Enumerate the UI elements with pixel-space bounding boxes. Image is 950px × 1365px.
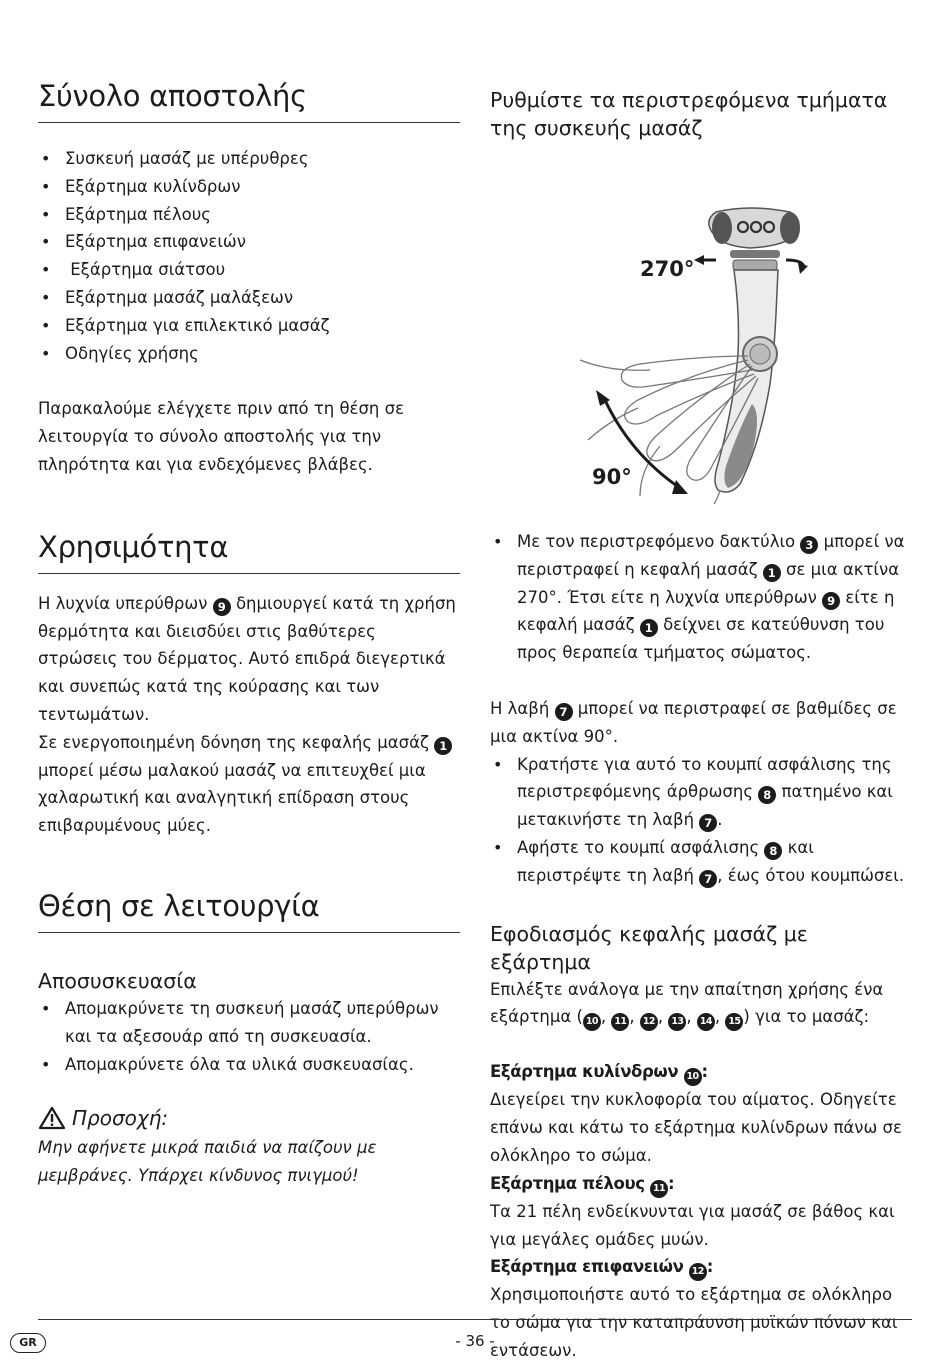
list-item: • Εξάρτημα σιάτσου <box>38 256 460 284</box>
part-number-badge: 13 <box>668 1013 686 1031</box>
handle-paragraph: Η λαβή 7 μπορεί να περιστραφεί σε βαθμίδες σε μια ακτίνα 90°. <box>490 698 897 746</box>
language-badge: GR <box>10 1333 46 1353</box>
surface-text: Χρησιμοποιήστε αυτό το εξάρτημα σε ολόκληρο το σώμα για την καταπράυνση μυϊκών πόνων και εντάσεων. <box>490 1285 898 1360</box>
part-number-badge: 7 <box>699 870 717 888</box>
roller-heading: Εξάρτημα κυλίνδρων 10 : <box>490 1058 915 1086</box>
part-number-badge: 3 <box>800 536 818 554</box>
part-number-badge: 15 <box>725 1013 743 1031</box>
device-illustration <box>490 164 915 504</box>
contents-heading: Σύνολο αποστολής <box>38 78 460 123</box>
part-number-badge: 14 <box>697 1013 715 1031</box>
unpack-heading: Αποσυσκευασία <box>38 968 197 993</box>
angle-270-label: 270° <box>640 257 695 281</box>
part-number-badge: 9 <box>213 598 231 616</box>
footer-divider <box>38 1319 912 1320</box>
surface-heading: Εξάρτημα επιφανειών 12 : <box>490 1253 915 1281</box>
contents-list <box>38 145 460 367</box>
list-item: • Εξάρτημα επιφανειών <box>38 228 460 256</box>
list-item: • Κρατήστε για αυτό το κουμπί ασφάλισης της περιστρεφόμενης άρθρωσης 8 πατημένο και μετακινήστε τη λαβή 7 . <box>490 751 915 834</box>
warning-heading: Προσοχή: <box>38 1104 460 1132</box>
list-item: • Εξάρτημα μασάζ μαλάξεων <box>38 284 460 312</box>
page-number: - 36 - <box>455 1332 495 1350</box>
handle-list <box>490 751 915 890</box>
part-number-badge: 1 <box>640 619 658 637</box>
list-item: • Εξάρτημα πέλους <box>38 201 460 229</box>
rotate-list <box>490 528 915 667</box>
equip-heading: Εφοδιασμός κεφαλής μασάζ με εξάρτημα <box>490 921 808 974</box>
right-column <box>490 86 915 1365</box>
startup-heading: Θέση σε λειτουργία <box>38 888 460 933</box>
fur-heading: Εξάρτημα πέλους 11 : <box>490 1170 915 1198</box>
fur-text: Τα 21 πέλη ενδείκνυνται για μασάζ σε βάθος και για μεγάλες ομάδες μυών. <box>490 1201 895 1249</box>
roller-text: Διεγείρει την κυκλοφορία του αίματος. Οδηγείτε επάνω και κάτω το εξάρτημα κυλίνδρων πάνω σε ολόκληρο το σώμα. <box>490 1090 902 1165</box>
part-number-badge: 1 <box>763 564 781 582</box>
part-number-badge: 11 <box>611 1013 629 1031</box>
part-number-badge: 10 <box>684 1068 702 1086</box>
part-number-badge: 1 <box>434 737 452 755</box>
part-number-badge: 8 <box>758 786 776 804</box>
list-item: • Απομακρύνετε όλα τα υλικά συσκευασίας. <box>38 1051 460 1079</box>
angle-90-label: 90° <box>592 465 632 489</box>
list-item: • Οδηγίες χρήσης <box>38 340 460 368</box>
part-number-badge: 7 <box>699 814 717 832</box>
usage-paragraph-2: Σε ενεργοποιημένη δόνηση της κεφαλής μασάζ 1 μπορεί μέσω μαλακού μασάζ να επιτευχθεί μια χαλαρωτική και αναλγητική επίδραση στους επιβαρυμένους μύες. <box>38 729 460 840</box>
contents-note: Παρακαλούμε ελέγχετε πριν από τη θέση σε λειτουργία το σύνολο αποστολής για την πληρότητα και για ενδεχόμενες βλάβες. <box>38 399 405 474</box>
list-item: • Αφήστε το κουμπί ασφάλισης 8 και περιστρέψτε τη λαβή 7 , έως ότου κουμπώσει. <box>490 834 915 890</box>
adjust-heading: Ρυθμίστε τα περιστρεφόμενα τμήματα της συσκευής μασάζ <box>490 88 888 140</box>
warning-text: Μην αφήνετε μικρά παιδιά να παίζουν με μεμβράνες. Υπάρχει κίνδυνος πνιγμού! <box>38 1138 377 1186</box>
list-item: • Συσκευή μασάζ με υπέρυθρες <box>38 145 460 173</box>
part-number-badge: 12 <box>689 1263 707 1281</box>
part-number-badge: 7 <box>555 703 573 721</box>
warning-icon <box>38 1106 66 1130</box>
part-number-badge: 9 <box>822 592 840 610</box>
part-number-badge: 12 <box>640 1013 658 1031</box>
part-number-badge: 10 <box>583 1013 601 1031</box>
usage-heading: Χρησιμότητα <box>38 529 460 574</box>
list-item: • Με τον περιστρεφόμενο δακτύλιο 3 μπορεί να περιστραφεί η κεφαλή μασάζ 1 σε μια ακτίνα 270°. Έτσι είτε η λυχνία υπερύθρων 9 είτε η κεφαλή μασάζ 1 δείχνει σε κατεύθυνση του προς θεραπεία τμήματος σώματος. <box>490 528 915 667</box>
list-item: • Απομακρύνετε τη συσκευή μασάζ υπερύθρων και τα αξεσουάρ από τη συσκευασία. <box>38 995 460 1051</box>
part-number-badge: 8 <box>764 842 782 860</box>
equip-intro: Επιλέξτε ανάλογα με την απαίτηση χρήσης ένα εξάρτημα ( 10 , 11 , 12 , 13 , 14 , 15 ) για το μασάζ: <box>490 976 915 1032</box>
part-number-badge: 11 <box>650 1180 668 1198</box>
unpack-list <box>38 995 460 1078</box>
usage-paragraph-1: Η λυχνία υπερύθρων 9 δημιουργεί κατά τη χρήση θερμότητα και διεισδύει στις βαθύτερες στρώσεις του δέρματος. Αυτό επιδρά διεγερτικά και συνεπώς κατά της κούρασης και των τεντωμάτων. <box>38 593 456 724</box>
left-column <box>38 78 460 1190</box>
list-item: • Εξάρτημα για επιλεκτικό μασάζ <box>38 312 460 340</box>
list-item: • Εξάρτημα κυλίνδρων <box>38 173 460 201</box>
